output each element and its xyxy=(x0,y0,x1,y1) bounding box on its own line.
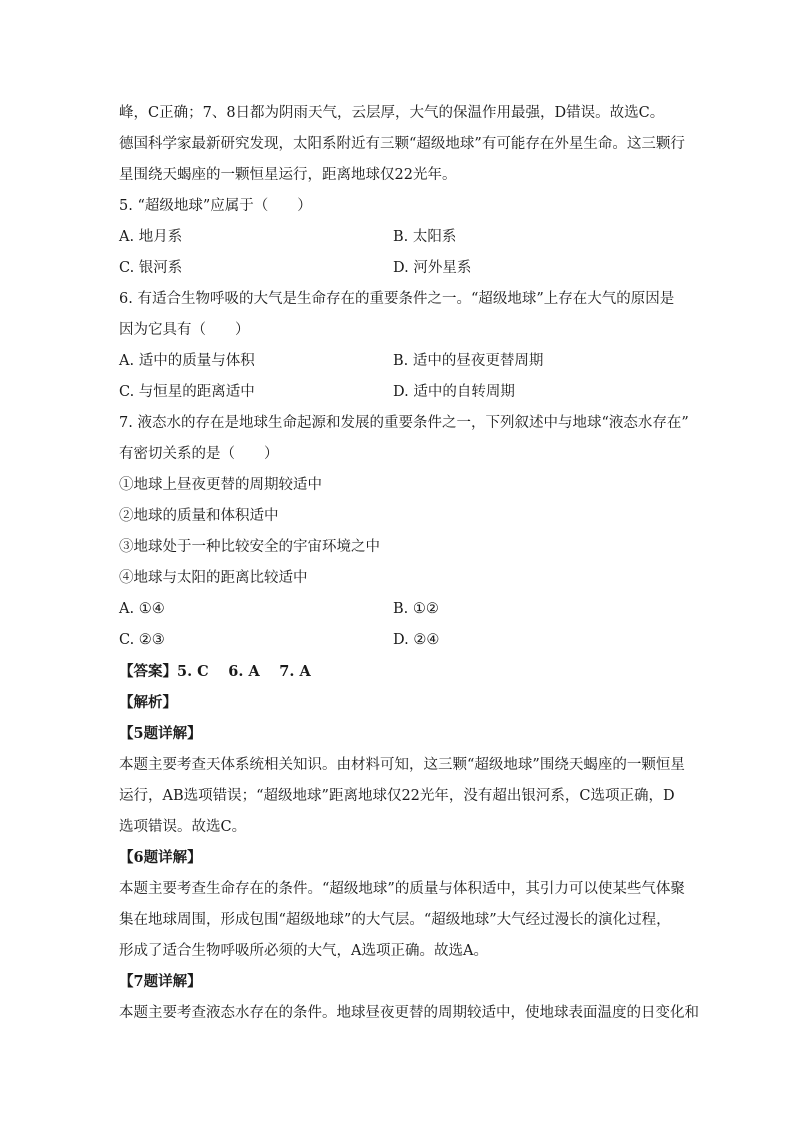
option-d: D. 适中的自转周期 xyxy=(393,384,515,400)
option-a: A. 地月系 xyxy=(119,229,183,245)
text-line: 本题主要考查生命存在的条件。“超级地球”的质量与体积适中，其引力可以使某些气体聚 xyxy=(119,881,685,897)
text-line: 本题主要考查天体系统相关知识。由材料可知，这三颗“超级地球”围绕天蝎座的一颗恒星 xyxy=(119,757,685,773)
question-5: 5. “超级地球”应属于（ ） xyxy=(119,198,312,214)
option-b: B. 太阳系 xyxy=(393,229,457,245)
option-d: D. 河外星系 xyxy=(393,260,472,276)
statement-2: ②地球的质量和体积适中 xyxy=(119,508,279,524)
detail-heading-7: 【7题详解】 xyxy=(119,973,202,990)
text-line: 星围绕天蝎座的一颗恒星运行，距离地球仅22光年。 xyxy=(119,167,457,183)
option-b: B. 适中的昼夜更替周期 xyxy=(393,353,544,369)
text-line: 峰，C正确；7、8日都为阴雨天气，云层厚，大气的保温作用最强，D错误。故选C。 xyxy=(119,105,665,121)
text-line: 本题主要考查液态水存在的条件。地球昼夜更替的周期较适中，使地球表面温度的日变化和 xyxy=(119,1005,699,1021)
analysis-heading: 【解析】 xyxy=(119,694,177,711)
option-d: D. ②④ xyxy=(393,632,440,648)
statement-4: ④地球与太阳的距离比较适中 xyxy=(119,570,308,586)
text-line: 集在地球周围，形成包围“超级地球”的大气层。“超级地球”大气经过漫长的演化过程， xyxy=(119,912,671,928)
answer-line: 【答案】5. C 6. A 7. A xyxy=(119,663,311,680)
option-c: C. 银河系 xyxy=(119,260,183,276)
option-c: C. ②③ xyxy=(119,632,165,648)
text-line: 形成了适合生物呼吸所必须的大气，A选项正确。故选A。 xyxy=(119,943,488,959)
option-b: B. ①② xyxy=(393,601,439,617)
option-a: A. ①④ xyxy=(119,601,165,617)
text-line: 选项错误。故选C。 xyxy=(119,819,247,835)
option-a: A. 适中的质量与体积 xyxy=(119,353,255,369)
question-6: 6. 有适合生物呼吸的大气是生命存在的重要条件之一。“超级地球”上存在大气的原因是 xyxy=(119,291,675,307)
statement-3: ③地球处于一种比较安全的宇宙环境之中 xyxy=(119,539,380,555)
option-c: C. 与恒星的距离适中 xyxy=(119,384,255,400)
text-line: 因为它具有（ ） xyxy=(119,322,250,338)
text-line: 德国科学家最新研究发现，太阳系附近有三颗“超级地球”有可能存在外星生命。这三颗行 xyxy=(119,136,685,152)
text-line: 运行，AB选项错误；“超级地球”距离地球仅22光年，没有超出银河系，C选项正确，D xyxy=(119,788,675,804)
detail-heading-6: 【6题详解】 xyxy=(119,849,202,866)
text-line: 有密切关系的是（ ） xyxy=(119,446,279,462)
statement-1: ①地球上昼夜更替的周期较适中 xyxy=(119,477,322,493)
detail-heading-5: 【5题详解】 xyxy=(119,725,202,742)
question-7: 7. 液态水的存在是地球生命起源和发展的重要条件之一，下列叙述中与地球“液态水存在” xyxy=(119,415,689,431)
